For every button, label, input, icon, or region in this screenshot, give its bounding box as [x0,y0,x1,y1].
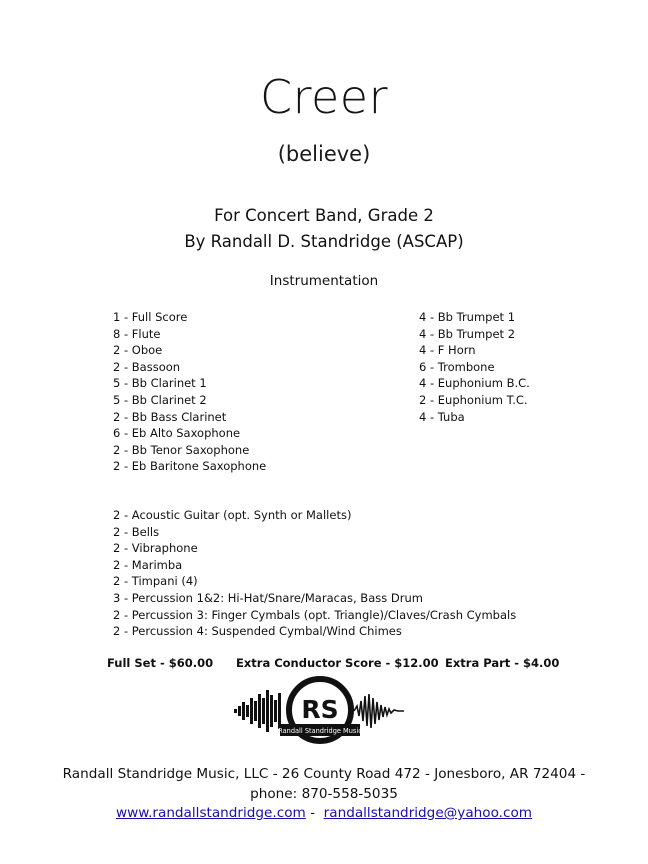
percussion-item: 2 - Percussion 4: Suspended Cymbal/Wind Chimes [113,624,402,639]
percussion-item: 2 - Acoustic Guitar (opt. Synth or Mallets) [113,508,352,522]
instrument-item: 6 - Trombone [419,359,495,374]
percussion-list [113,507,516,640]
instrument-item: 6 - Eb Alto Saxophone [113,426,241,441]
waveform-right-icon [354,694,404,728]
percussion-item: 2 - Percussion 3: Finger Cymbals (opt. Triangle)/Claves/Crash Cymbals [113,607,517,622]
instrument-item: 2 - Oboe [113,343,163,358]
percussion-item: 2 - Timpani (4) [113,574,198,589]
instrument-item: 8 - Flute [113,326,161,341]
website-link[interactable]: www.randallstandridge.com [115,805,306,821]
instrument-item: 5 - Bb Clarinet 2 [113,392,207,407]
instrument-item: 2 - Bb Bass Clarinet [113,409,227,424]
link-separator: - [305,805,324,821]
instrument-item: 2 - Eb Baritone Saxophone [113,459,267,474]
footer-address: Randall Standridge Music, LLC - 26 County Road 472 - Jonesboro, AR 72404 - [62,766,586,782]
subtitle: (believe) [277,142,371,166]
ensemble-grade: For Concert Band, Grade 2 [214,206,434,225]
price-full-set: Full Set - $60.00 [107,656,214,670]
instrument-item: 4 - Bb Trumpet 2 [419,326,516,341]
percussion-item: 2 - Marimba [113,557,183,572]
instrument-item: 4 - Bb Trumpet 1 [419,310,516,324]
logo-banner-text: Randall Standridge Music [278,727,362,735]
instrument-list-right [419,309,530,425]
instrument-item: 1 - Full Score [113,310,188,324]
percussion-item: 3 - Percussion 1&2: Hi-Hat/Snare/Maracas, Bass Drum [113,590,423,605]
rs-logo [232,676,408,746]
instrument-item: 5 - Bb Clarinet 1 [113,376,207,391]
instrument-list-left [113,309,266,475]
footer-phone: phone: 870-558-5035 [250,786,398,802]
percussion-item: 2 - Vibraphone [113,541,198,556]
composer-credit: By Randall D. Standridge (ASCAP) [184,232,464,251]
footer-links [0,805,648,821]
instrumentation-heading: Instrumentation [269,273,379,289]
page-title: Creer [259,70,389,124]
instrument-item: 4 - Tuba [419,409,465,424]
waveform-left-icon [234,690,281,732]
instrument-item: 2 - Euphonium T.C. [419,392,528,407]
percussion-item: 2 - Bells [113,524,160,539]
logo-initials: RS [301,695,339,724]
price-extra-part: Extra Part - $4.00 [445,656,560,670]
instrument-item: 2 - Bb Tenor Saxophone [113,442,250,457]
instrument-item: 4 - F Horn [419,343,476,358]
email-link[interactable]: randallstandridge@yahoo.com [323,805,533,821]
price-conductor-score: Extra Conductor Score - $12.00 [236,656,439,670]
instrument-item: 2 - Bassoon [113,359,181,374]
instrument-item: 4 - Euphonium B.C. [419,376,530,391]
